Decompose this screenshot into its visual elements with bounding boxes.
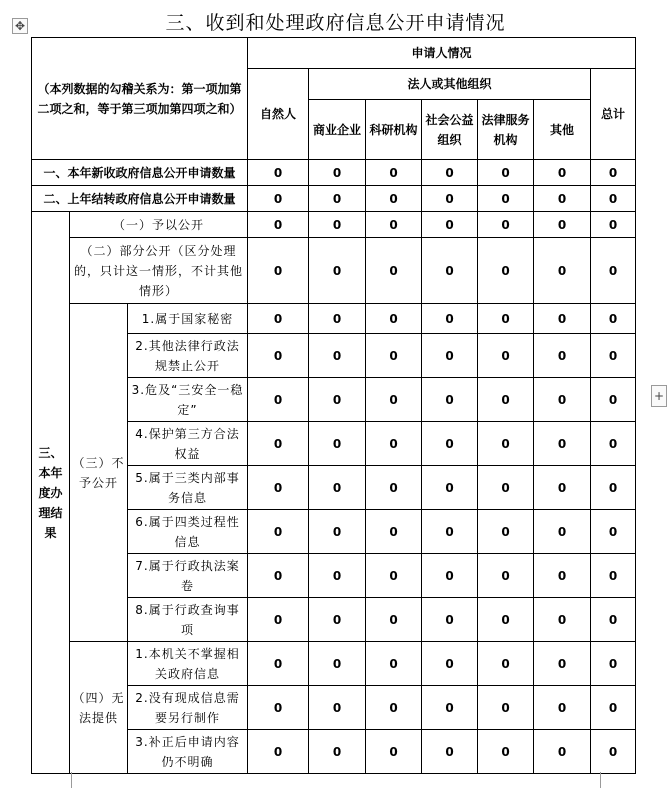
cell-value: 0: [422, 186, 478, 212]
cell-value: 0: [248, 212, 309, 238]
cell-value: 0: [478, 466, 534, 510]
cell-value: 0: [366, 238, 422, 304]
header-applicant: 申请人情况: [248, 38, 636, 69]
cell-value: 0: [591, 378, 636, 422]
row-label: （一）予以公开: [70, 212, 248, 238]
row-label: 一、本年新收政府信息公开申请数量: [32, 160, 248, 186]
cell-value: 0: [248, 422, 309, 466]
cell-value: 0: [422, 304, 478, 334]
cell-value: 0: [309, 642, 366, 686]
header-total: 总计: [591, 69, 636, 160]
table-row: [32, 304, 636, 334]
cell-value: 0: [478, 554, 534, 598]
header-org: 社会公益组织: [422, 100, 478, 160]
cell-value: 0: [248, 686, 309, 730]
cell-value: 0: [591, 642, 636, 686]
not-disclosed-group: （三）不予公开: [70, 304, 128, 642]
cell-value: 0: [248, 554, 309, 598]
add-column-icon[interactable]: +: [651, 385, 667, 407]
cell-value: 0: [478, 160, 534, 186]
row-label: 8.属于行政查询事项: [128, 598, 248, 642]
table-move-handle-icon[interactable]: ✥: [12, 18, 28, 34]
header-note: （本列数据的勾稽关系为：第一项加第二项之和，等于第三项加第四项之和）: [32, 38, 248, 160]
cell-value: 0: [366, 160, 422, 186]
cell-value: 0: [248, 598, 309, 642]
cell-value: 0: [478, 686, 534, 730]
unable-group: （四）无法提供: [70, 642, 128, 774]
cell-value: 0: [248, 510, 309, 554]
cell-value: 0: [534, 334, 591, 378]
cell-value: 0: [309, 304, 366, 334]
row-label: 7.属于行政执法案卷: [128, 554, 248, 598]
cell-value: 0: [534, 212, 591, 238]
cell-value: 0: [534, 378, 591, 422]
cell-value: 0: [591, 160, 636, 186]
cell-value: 0: [366, 422, 422, 466]
cell-value: 0: [422, 510, 478, 554]
cell-value: 0: [534, 160, 591, 186]
cell-value: 0: [309, 422, 366, 466]
page-corner-mark: [600, 772, 613, 788]
cell-value: 0: [591, 212, 636, 238]
cell-value: 0: [478, 510, 534, 554]
cell-value: 0: [309, 510, 366, 554]
cell-value: 0: [422, 422, 478, 466]
cell-value: 0: [478, 422, 534, 466]
cell-value: 0: [478, 238, 534, 304]
header-org: 法律服务机构: [478, 100, 534, 160]
cell-value: 0: [309, 212, 366, 238]
cell-value: 0: [534, 554, 591, 598]
row-label: 4.保护第三方合法权益: [128, 422, 248, 466]
cell-value: 0: [422, 730, 478, 774]
cell-value: 0: [248, 238, 309, 304]
cell-value: 0: [309, 598, 366, 642]
disclosure-table: [31, 37, 636, 774]
row-label: 1.属于国家秘密: [128, 304, 248, 334]
cell-value: 0: [422, 642, 478, 686]
cell-value: 0: [422, 378, 478, 422]
cell-value: 0: [366, 642, 422, 686]
result-category: 三、本年度办理结果: [32, 212, 70, 774]
row-label: 1.本机关不掌握相关政府信息: [128, 642, 248, 686]
cell-value: 0: [422, 160, 478, 186]
cell-value: 0: [591, 304, 636, 334]
row-label: （二）部分公开（区分处理的，只计这一情形，不计其他情形）: [70, 238, 248, 304]
header-org: 其他: [534, 100, 591, 160]
page-title: 三、收到和处理政府信息公开申请情况: [165, 12, 506, 34]
cell-value: 0: [366, 510, 422, 554]
cell-value: 0: [309, 686, 366, 730]
cell-value: 0: [534, 598, 591, 642]
table-row: [32, 212, 636, 238]
cell-value: 0: [534, 686, 591, 730]
cell-value: 0: [248, 466, 309, 510]
cell-value: 0: [422, 238, 478, 304]
cell-value: 0: [534, 186, 591, 212]
header-natural-person: 自然人: [248, 69, 309, 160]
cell-value: 0: [478, 598, 534, 642]
cell-value: 0: [478, 334, 534, 378]
row-label: 二、上年结转政府信息公开申请数量: [32, 186, 248, 212]
header-org: 商业企业: [309, 100, 366, 160]
header-legal-group: 法人或其他组织: [309, 69, 591, 100]
row-label: 2.其他法律行政法规禁止公开: [128, 334, 248, 378]
cell-value: 0: [366, 598, 422, 642]
cell-value: 0: [534, 510, 591, 554]
cell-value: 0: [309, 466, 366, 510]
row-label: 5.属于三类内部事务信息: [128, 466, 248, 510]
cell-value: 0: [309, 554, 366, 598]
cell-value: 0: [309, 378, 366, 422]
row-label: 6.属于四类过程性信息: [128, 510, 248, 554]
cell-value: 0: [534, 422, 591, 466]
cell-value: 0: [309, 186, 366, 212]
cell-value: 0: [478, 730, 534, 774]
cell-value: 0: [478, 642, 534, 686]
cell-value: 0: [591, 554, 636, 598]
cell-value: 0: [366, 378, 422, 422]
cell-value: 0: [366, 554, 422, 598]
table-row: [32, 160, 636, 186]
cell-value: 0: [534, 642, 591, 686]
header-org: 科研机构: [366, 100, 422, 160]
table-row: [32, 238, 636, 304]
cell-value: 0: [366, 730, 422, 774]
cell-value: 0: [248, 642, 309, 686]
cell-value: 0: [309, 238, 366, 304]
cell-value: 0: [591, 186, 636, 212]
cell-value: 0: [248, 186, 309, 212]
cell-value: 0: [248, 160, 309, 186]
cell-value: 0: [422, 554, 478, 598]
cell-value: 0: [422, 466, 478, 510]
cell-value: 0: [591, 598, 636, 642]
cell-value: 0: [248, 334, 309, 378]
cell-value: 0: [248, 304, 309, 334]
cell-value: 0: [366, 686, 422, 730]
cell-value: 0: [478, 186, 534, 212]
cell-value: 0: [534, 730, 591, 774]
cell-value: 0: [534, 466, 591, 510]
cell-value: 0: [366, 212, 422, 238]
cell-value: 0: [591, 466, 636, 510]
cell-value: 0: [366, 186, 422, 212]
cell-value: 0: [309, 160, 366, 186]
cell-value: 0: [591, 422, 636, 466]
cell-value: 0: [422, 212, 478, 238]
cell-value: 0: [591, 510, 636, 554]
cell-value: 0: [534, 238, 591, 304]
cell-value: 0: [534, 304, 591, 334]
cell-value: 0: [422, 686, 478, 730]
row-label: 3.危及“三安全一稳定”: [128, 378, 248, 422]
cell-value: 0: [366, 334, 422, 378]
cell-value: 0: [309, 334, 366, 378]
row-label: 2.没有现成信息需要另行制作: [128, 686, 248, 730]
table-row: [32, 642, 636, 686]
cell-value: 0: [422, 598, 478, 642]
cell-value: 0: [478, 304, 534, 334]
cell-value: 0: [366, 304, 422, 334]
page-corner-mark: [55, 772, 72, 788]
row-label: 3.补正后申请内容仍不明确: [128, 730, 248, 774]
cell-value: 0: [309, 730, 366, 774]
cell-value: 0: [591, 334, 636, 378]
cell-value: 0: [248, 730, 309, 774]
cell-value: 0: [422, 334, 478, 378]
cell-value: 0: [591, 686, 636, 730]
cell-value: 0: [591, 238, 636, 304]
cell-value: 0: [478, 212, 534, 238]
cell-value: 0: [591, 730, 636, 774]
cell-value: 0: [366, 466, 422, 510]
cell-value: 0: [248, 378, 309, 422]
cell-value: 0: [478, 378, 534, 422]
table-row: [32, 186, 636, 212]
